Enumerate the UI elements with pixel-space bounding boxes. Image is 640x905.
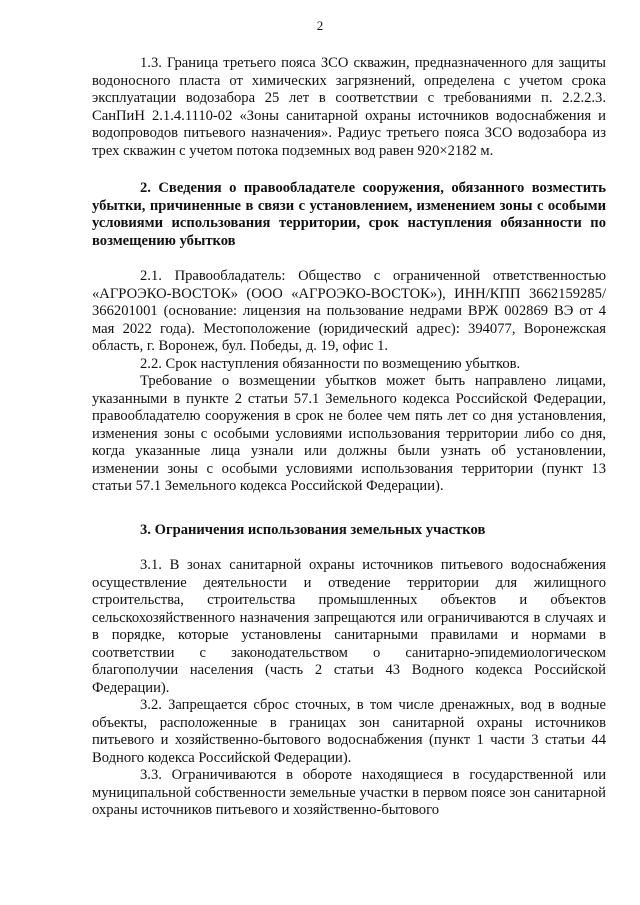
section-3-heading: 3. Ограничения использования земельных участков xyxy=(140,521,486,538)
paragraph-2-2-text: Требование о возмещении убытков может быть направлено лицами, указанными в пункте 2 статьи 57.1 Земельного кодекса Российской Федерации, правообладателю сооружения в срок не более чем пять лет со дня установления, изменения зоны с особыми условиями использования территории либо со дня, когда указанные лица узнали или должны были узнать об установлении, изменении зоны с особыми условиями использования территории (пункт 13 статьи 57.1 Земельного кодекса Российской Федерации). xyxy=(92,373,606,494)
paragraph-2-2: 2.2. Срок наступления обязанности по возмещению убытков. xyxy=(140,355,521,372)
paragraph-1-3: 1.3. Граница третьего пояса ЗСО скважин, предназначенного для защиты водоносного пласта от химических загрязнений, определена с учетом срока эксплуатации водозабора 25 лет в соответствии с требованиями п. 2.2.2.3. СанПиН 2.1.4.1110-02 «Зоны санитарной охраны источников водоснабжения и водопроводов питьевого назначения». Радиус третьего пояса ЗСО водозабора из трех скважин с учетом потока подземных вод равен 920×2182 м. xyxy=(92,55,606,159)
paragraph-3-1: 3.1. В зонах санитарной охраны источников питьевого водоснабжения осуществление деятельности и отведение территории для жилищного строительства, строительства промышленных объектов и объектов сельскохозяйственного назначения запрещаются или ограничиваются в случаях и в порядке, которые установлены санитарными правилами и нормами в соответствии с законодательством о санитарно-эпидемиологическом благополучии населения (часть 2 статьи 43 Водного кодекса Российской Федерации). xyxy=(92,557,606,696)
paragraph-2-1: 2.1. Правообладатель: Общество с ограниченной ответственностью «АГРОЭКО-ВОСТОК» (ООО «АГРОЭКО-ВОСТОК»), ИНН/КПП 3662159285/ 366201001 (основание: лицензия на пользование недрами ВРЖ 002869 ВЭ от 4 мая 2022 года). Местоположение (юридический адрес): 394077, Воронежская область, г. Воронеж, бул. Победы, д. 19, офис 1. xyxy=(92,268,606,354)
section-2-heading: 2. Сведения о правообладателе сооружения, обязанного возместить убытки, причиненные в связи с установлением, изменением зоны с особыми условиями использования территории, срок наступления обязанности по возмещению убытков xyxy=(92,180,606,249)
paragraph-3-3: 3.3. Ограничиваются в обороте находящиеся в государственной или муниципальной собственности земельные участки в первом поясе зон санитарной охраны источников питьевого и хозяйственно-бытового xyxy=(92,767,606,818)
document-body xyxy=(92,55,606,820)
paragraph-3-2: 3.2. Запрещается сброс сточных, в том числе дренажных, вод в водные объекты, расположенные в границах зон санитарной охраны источников питьевого и хозяйственно-бытового водоснабжения (пункт 1 части 3 статьи 44 Водного кодекса Российской Федерации). xyxy=(92,697,606,766)
page-number: 2 xyxy=(316,18,324,33)
